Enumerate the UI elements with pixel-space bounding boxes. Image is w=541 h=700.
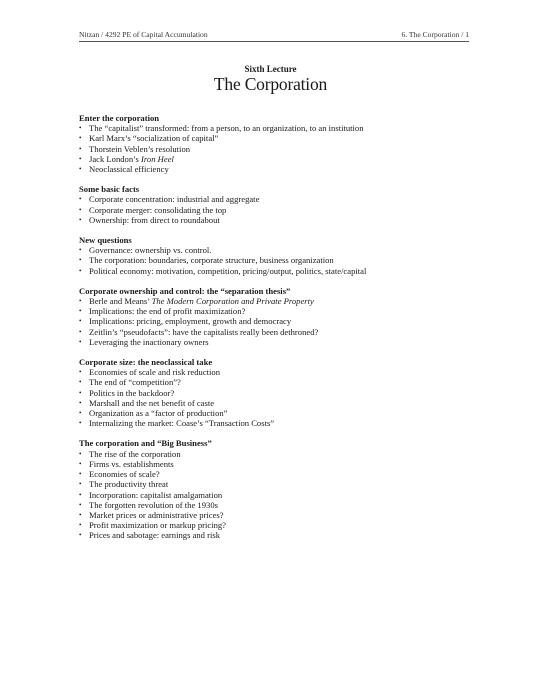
bullet-icon: • [79,480,82,489]
italic-title-text: Iron Heel [141,153,174,164]
bullet-item [79,500,479,510]
page-title: The Corporation [213,74,328,94]
bullet-item [79,367,479,377]
bullet-icon: • [79,165,82,174]
lecture-label: Sixth Lecture [244,64,297,74]
bullet-icon: • [79,388,82,397]
header-rule [79,41,469,42]
bullet-list [79,367,479,428]
outline-section [79,286,479,347]
bullet-text: Firms vs. establishments [89,458,174,469]
bullet-icon: • [79,419,82,428]
bullet-item [79,479,479,489]
bullet-item [79,316,479,326]
bullet-icon: • [79,297,82,306]
bullet-text: Leveraging the inactionary owners [89,336,209,347]
section-heading: The corporation and “Big Business” [79,438,212,449]
bullet-text: Zeitlin’s “pseudofacts”: have the capitalists really been dethroned? [89,326,319,337]
section-heading: Corporate size: the neoclassical take [79,357,213,368]
bullet-item [79,469,479,479]
bullet-text: Governance: ownership vs. control. [89,245,212,256]
outline-section [79,113,479,174]
bullet-list [79,194,479,225]
bullet-icon: • [79,256,82,265]
section-heading: Enter the corporation [79,113,160,123]
bullet-item [79,266,479,276]
bullet-item [79,245,479,255]
section-heading: Some basic facts [79,184,140,195]
bullet-text: Incorporation: capitalist amalgamation [89,489,223,500]
bullet-icon: • [79,510,82,519]
bullet-icon: • [79,134,82,143]
running-header [79,30,469,40]
bullet-icon: • [79,317,82,326]
bullet-text: Political economy: motivation, competition, pricing/output, politics, state/capital [89,265,367,276]
bullet-text: Ownership: from direct to roundabout [89,214,220,225]
bullet-icon: • [79,246,82,255]
bullet-icon: • [79,398,82,407]
bullet-item [79,154,479,164]
bullet-item [79,255,479,265]
bullet-item [79,296,479,306]
bullet-text: Jack London’s [89,153,142,164]
bullet-icon: • [79,266,82,275]
bullet-text: Corporate merger: consolidating the top [89,204,227,215]
bullet-icon: • [79,144,82,153]
bullet-icon: • [79,490,82,499]
bullet-item [79,306,479,316]
outline-section [79,235,479,276]
bullet-text: Economies of scale? [89,469,160,480]
bullet-text: Internalizing the market: Coase’s “Transaction Costs” [89,418,275,429]
bullet-icon: • [79,327,82,336]
bullet-item [79,123,479,133]
bullet-icon: • [79,470,82,479]
bullet-text: Neoclassical efficiency [89,164,169,175]
bullet-list [79,449,479,541]
bullet-icon: • [79,368,82,377]
bullet-item [79,194,479,204]
bullet-item [79,133,479,143]
bullet-item [79,510,479,520]
outline-section [79,357,479,428]
bullet-text: The “capitalist” transformed: from a person, to an organization, to an institution [89,123,364,134]
bullet-icon: • [79,215,82,224]
bullet-item [79,520,479,530]
bullet-icon: • [79,521,82,530]
italic-title-text: The Modern Corporation and Private Property [151,296,314,307]
bullet-text: Implications: the end of profit maximization? [89,306,246,317]
bullet-item [79,388,479,398]
header-left-text: Nitzan / 4292 PE of Capital Accumulation [79,30,208,39]
bullet-text: Implications: pricing, employment, growth and democracy [89,316,292,327]
bullet-item [79,215,479,225]
bullet-item [79,398,479,408]
bullet-item [79,144,479,154]
bullet-icon: • [79,500,82,509]
bullet-icon: • [79,307,82,316]
bullet-text: Market prices or administrative prices? [89,509,224,520]
bullet-list [79,245,479,276]
bullet-icon: • [79,124,82,133]
bullet-list [79,123,479,174]
bullet-icon: • [79,409,82,418]
bullet-icon: • [79,449,82,458]
outline-section [79,438,479,540]
bullet-item [79,490,479,500]
bullet-text: The end of “competition”? [89,377,181,388]
bullet-list [79,296,479,347]
bullet-icon: • [79,531,82,540]
outline-section [79,184,479,225]
bullet-icon: • [79,154,82,163]
bullet-text: The corporation: boundaries, corporate structure, business organization [89,255,334,266]
bullet-text: Economies of scale and risk reduction [89,367,221,378]
bullet-item [79,408,479,418]
bullet-text: The rise of the corporation [89,448,181,459]
bullet-item [79,327,479,337]
bullet-icon: • [79,195,82,204]
bullet-text: The forgotten revolution of the 1930s [89,499,218,510]
bullet-icon: • [79,378,82,387]
bullet-item [79,418,479,428]
bullet-icon: • [79,337,82,346]
bullet-item [79,459,479,469]
bullet-item [79,164,479,174]
bullet-item [79,205,479,215]
bullet-icon: • [79,205,82,214]
bullet-item [79,337,479,347]
bullet-text: Thorstein Veblen’s resolution [89,143,191,154]
bullet-text: Profit maximization or markup pricing? [89,520,226,531]
bullet-item [79,377,479,387]
bullet-text: Karl Marx’s “socialization of capital” [89,133,219,144]
bullet-text: Marshall and the net benefit of caste [89,397,215,408]
header-right-text: 6. The Corporation / 1 [401,30,469,39]
bullet-item [79,530,479,540]
section-heading: New questions [79,235,132,246]
bullet-text: The productivity threat [89,479,169,490]
bullet-text: Corporate concentration: industrial and aggregate [89,194,260,205]
bullet-text: Politics in the backdoor? [89,387,175,398]
bullet-text: Organization as a “factor of production” [89,408,228,419]
section-heading: Corporate ownership and control: the “separation thesis” [79,285,291,296]
bullet-text: Berle and Means’ [89,296,152,307]
lecture-outline [79,113,479,551]
bullet-item [79,449,479,459]
bullet-icon: • [79,459,82,468]
bullet-text: Prices and sabotage: earnings and risk [89,530,221,541]
